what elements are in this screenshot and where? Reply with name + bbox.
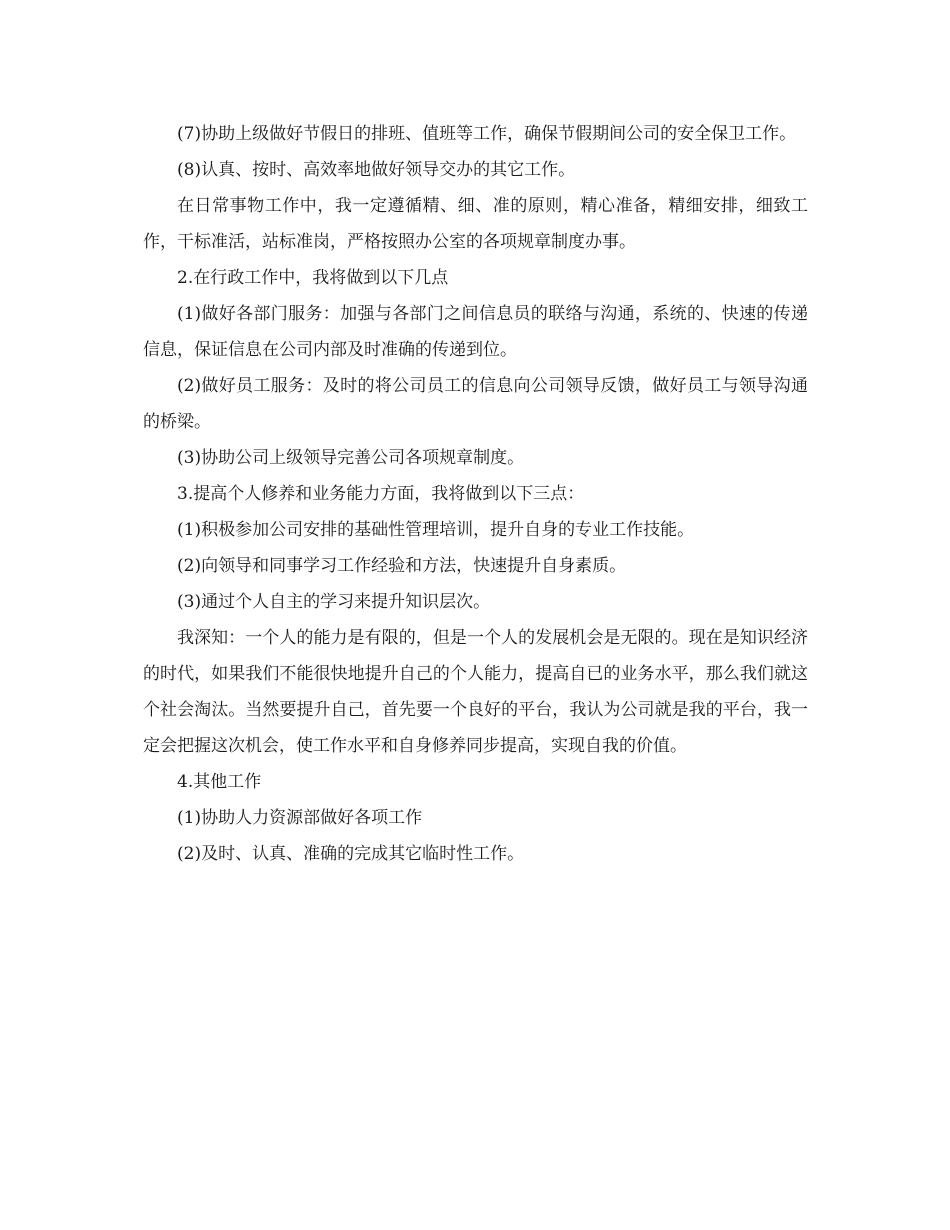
- paragraph: 我深知：一个人的能力是有限的，但是一个人的发展机会是无限的。现在是知识经济的时代，如果我们不能很快地提升自己的个人能力，提高自已的业务水平，那么我们就这个社会淘汰。当然要提升自己，首先要一个良好的平台，我认为公司就是我的平台，我一定会把握这次机会，使工作水平和自身修养同步提高，实现自我的价值。: [143, 628, 808, 756]
- document-body: [143, 116, 808, 872]
- paragraph: 在日常事物工作中，我一定遵循精、细、准的原则，精心准备，精细安排，细致工作，干标准活，站标准岗，严格按照办公室的各项规章制度办事。: [143, 196, 808, 252]
- section-heading: 2.在行政工作中，我将做到以下几点: [177, 268, 449, 288]
- paragraph: (2)向领导和同事学习工作经验和方法，快速提升自身素质。: [177, 556, 627, 576]
- paragraph: (7)协助上级做好节假日的排班、值班等工作，确保节假期间公司的安全保卫工作。: [177, 124, 797, 144]
- paragraph: (1)协助人力资源部做好各项工作: [177, 808, 423, 828]
- paragraph: (2)做好员工服务：及时的将公司员工的信息向公司领导反馈，做好员工与领导沟通的桥梁。: [143, 376, 808, 432]
- paragraph: (3)通过个人自主的学习来提升知识层次。: [177, 592, 491, 612]
- section-heading: 4.其他工作: [177, 772, 262, 792]
- paragraph: (8)认真、按时、高效率地做好领导交办的其它工作。: [177, 160, 576, 180]
- paragraph: (3)协助公司上级领导完善公司各项规章制度。: [177, 448, 525, 468]
- paragraph: (1)做好各部门服务：加强与各部门之间信息员的联络与沟通，系统的、快速的传递信息，保证信息在公司内部及时准确的传递到位。: [143, 304, 808, 360]
- paragraph: (1)积极参加公司安排的基础性管理培训，提升自身的专业工作技能。: [177, 520, 695, 540]
- section-heading: 3.提高个人修养和业务能力方面，我将做到以下三点：: [177, 484, 585, 504]
- paragraph: (2)及时、认真、准确的完成其它临时性工作。: [177, 844, 525, 864]
